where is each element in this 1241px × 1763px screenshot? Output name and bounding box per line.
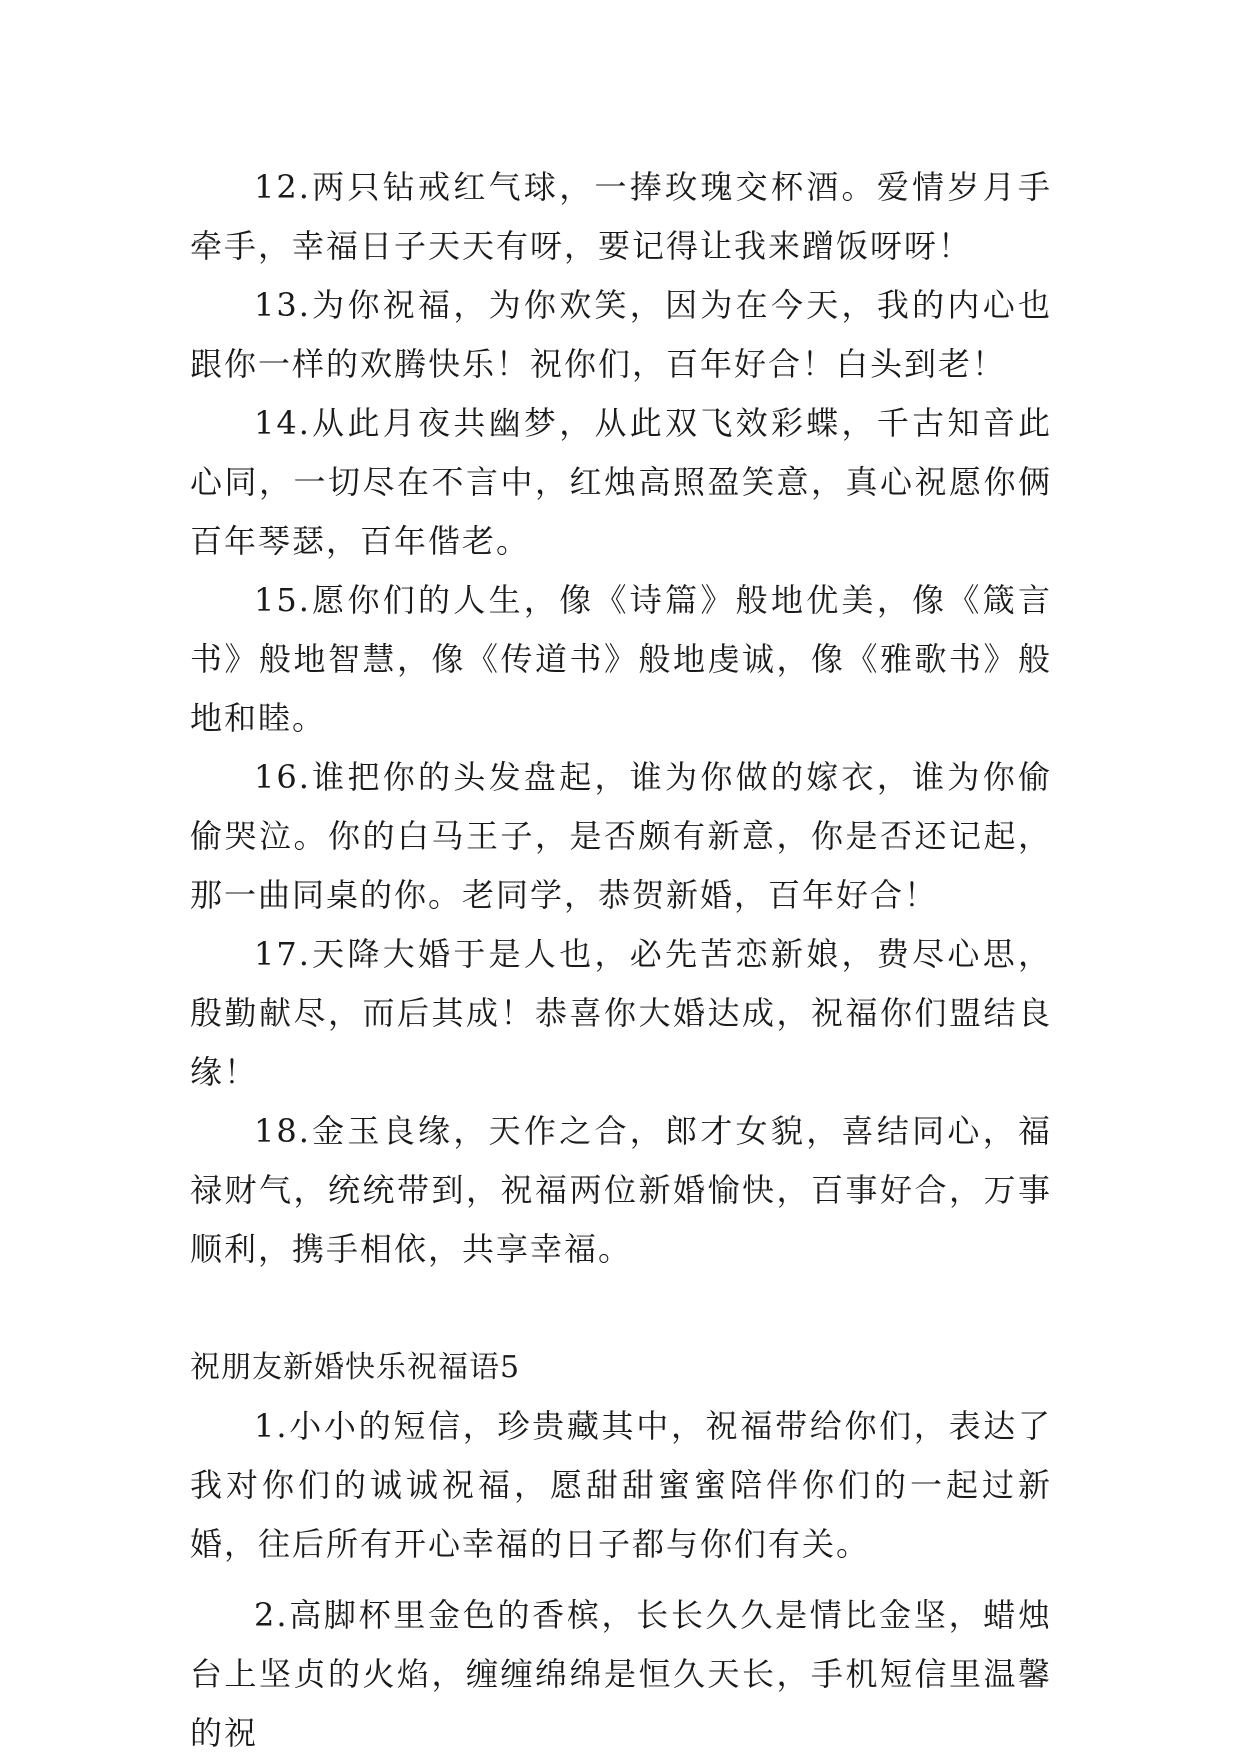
paragraph-item-12: 12.两只钻戒红气球，一捧玫瑰交杯酒。爱情岁月手牵手，幸福日子天天有呀，要记得让我来蹭饭呀呀！ xyxy=(190,168,1052,265)
paragraph-item-13: 13.为你祝福，为你欢笑，因为在今天，我的内心也跟你一样的欢腾快乐！祝你们，百年好合！白头到老！ xyxy=(190,286,1052,383)
paragraph-item-1: 1.小小的短信，珍贵藏其中，祝福带给你们，表达了我对你们的诚诚祝福，愿甜甜蜜蜜陪伴你们的一起过新婚，往后所有开心幸福的日子都与你们有关。 xyxy=(190,1407,1052,1563)
paragraph-item-17: 17.天降大婚于是人也，必先苦恋新娘，费尽心思，殷勤献尽，而后其成！恭喜你大婚达成，祝福你们盟结良缘！ xyxy=(190,935,1052,1091)
paragraph-spacer xyxy=(190,1574,1052,1586)
paragraph-item-2: 2.高脚杯里金色的香槟，长长久久是情比金坚，蜡烛台上坚贞的火焰，缠缠绵绵是恒久天长，手机短信里温馨的祝 xyxy=(190,1596,1052,1752)
section-spacer xyxy=(190,1279,1052,1338)
paragraph-item-18: 18.金玉良缘，天作之合，郎才女貌，喜结同心，福禄财气，统统带到，祝福两位新婚愉快，百事好合，万事顺利，携手相依，共享幸福。 xyxy=(190,1112,1052,1268)
paragraph-item-14: 14.从此月夜共幽梦，从此双飞效彩蝶，千古知音此心同，一切尽在不言中，红烛高照盈笑意，真心祝愿你俩百年琴瑟，百年偕老。 xyxy=(190,404,1052,560)
document-body xyxy=(190,158,1052,1763)
section-heading: 祝朋友新婚快乐祝福语5 xyxy=(190,1350,521,1385)
paragraph-item-15: 15.愿你们的人生，像《诗篇》般地优美，像《箴言书》般地智慧，像《传道书》般地虔诚，像《雅歌书》般地和睦。 xyxy=(190,581,1052,737)
paragraph-item-16: 16.谁把你的头发盘起，谁为你做的嫁衣，谁为你偷偷哭泣。你的白马王子，是否颇有新意，你是否还记起，那一曲同桌的你。老同学，恭贺新婚，百年好合！ xyxy=(190,758,1052,914)
